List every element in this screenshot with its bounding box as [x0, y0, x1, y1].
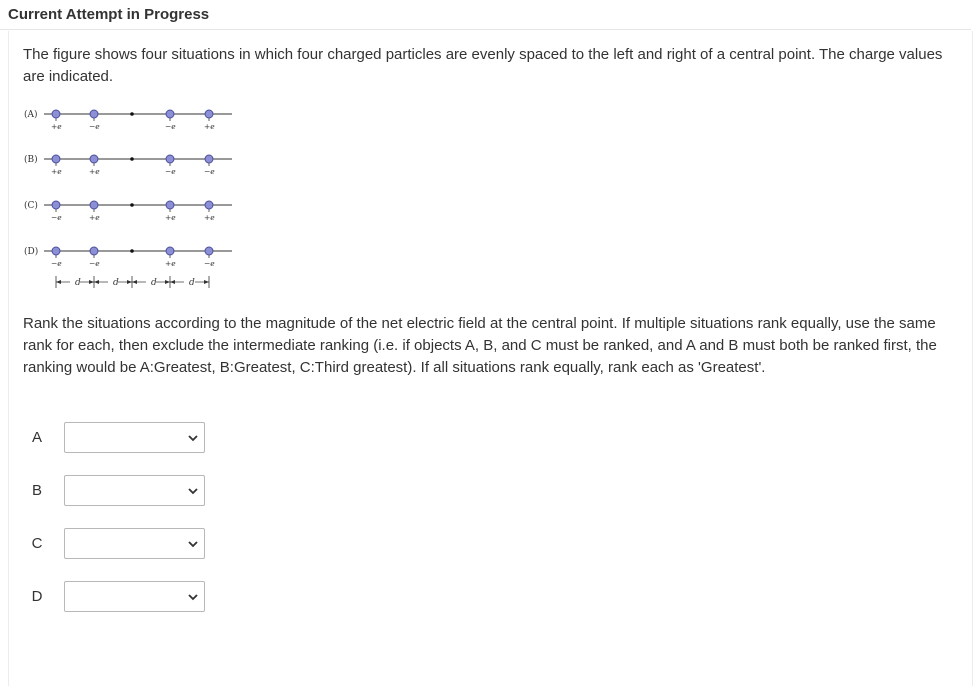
- charged-particle: [205, 155, 213, 163]
- rank-label: B: [31, 482, 42, 499]
- spacing-label: d: [189, 278, 195, 288]
- attempt-title: Current Attempt in Progress: [8, 6, 210, 23]
- charge-value: +e: [204, 122, 215, 131]
- charge-value: −e: [204, 167, 215, 176]
- charged-particle: [52, 155, 60, 163]
- rank-select-b[interactable]: [64, 475, 205, 506]
- charged-particle: [166, 201, 174, 209]
- situation-label: (C): [24, 201, 38, 211]
- charged-particle: [205, 201, 213, 209]
- chevron-down-icon: [188, 593, 198, 601]
- charged-particle: [90, 155, 98, 163]
- charge-value: −e: [89, 122, 100, 131]
- spacing-label: d: [75, 278, 81, 288]
- charged-particle: [205, 110, 213, 118]
- charged-particle: [166, 155, 174, 163]
- charged-particle: [52, 247, 60, 255]
- charge-value: +e: [51, 167, 62, 176]
- charged-particle: [90, 110, 98, 118]
- central-point: [130, 112, 134, 116]
- charged-particle: [166, 110, 174, 118]
- charges-figure: [22, 100, 242, 300]
- rank-row-d: [24, 581, 214, 614]
- charge-value: +e: [51, 122, 62, 131]
- situation-label: (B): [24, 155, 38, 165]
- rank-select-a[interactable]: [64, 422, 205, 453]
- charge-value: +e: [165, 213, 176, 222]
- charge-value: −e: [165, 122, 176, 131]
- spacing-dimensions: [56, 276, 209, 288]
- rank-label: C: [31, 535, 43, 552]
- charged-particle: [90, 247, 98, 255]
- central-point: [130, 157, 134, 161]
- rank-row-b: [24, 475, 214, 508]
- charge-value: −e: [51, 213, 62, 222]
- charge-value: −e: [51, 259, 62, 268]
- rank-label: D: [31, 588, 43, 605]
- rank-row-a: [24, 422, 214, 455]
- header-bar: [0, 0, 971, 30]
- situation-row: [24, 246, 232, 268]
- charged-particle: [166, 247, 174, 255]
- central-point: [130, 203, 134, 207]
- spacing-label: d: [151, 278, 157, 288]
- rank-row-c: [24, 528, 214, 561]
- chevron-down-icon: [188, 434, 198, 442]
- charge-value: −e: [204, 259, 215, 268]
- spacing-label: d: [113, 278, 119, 288]
- situation-row: [24, 109, 232, 131]
- situation-row: [24, 200, 232, 222]
- situation-label: (D): [24, 247, 39, 257]
- central-point: [130, 249, 134, 253]
- charge-value: +e: [204, 213, 215, 222]
- charge-value: +e: [165, 259, 176, 268]
- situation-row: [24, 154, 232, 176]
- situation-label: (A): [24, 110, 38, 120]
- rank-select-c[interactable]: [64, 528, 205, 559]
- chevron-down-icon: [188, 487, 198, 495]
- charge-value: −e: [165, 167, 176, 176]
- charged-particle: [90, 201, 98, 209]
- charge-value: −e: [89, 259, 100, 268]
- rank-label: A: [31, 429, 42, 446]
- question-intro: The figure shows four situations in which four charged particles are evenly spaced to the left and right of a central point. The charge values are indicated.: [23, 46, 943, 85]
- ranking-instructions: Rank the situations according to the magnitude of the net electric field at the central point. If multiple situations rank equally, use the same rank for each, then exclude the intermediate ranking (i.e. if objects A, B, and C must be ranked, and A and B must both be ranked first, the ranking would be A:Greatest, B:Greatest, C:Third greatest). If all situations rank equally, rank each as 'Greatest'.: [23, 315, 937, 376]
- charge-value: +e: [89, 167, 100, 176]
- charged-particle: [52, 110, 60, 118]
- chevron-down-icon: [188, 540, 198, 548]
- rank-select-d[interactable]: [64, 581, 205, 612]
- charged-particle: [205, 247, 213, 255]
- charged-particle: [52, 201, 60, 209]
- charge-value: +e: [89, 213, 100, 222]
